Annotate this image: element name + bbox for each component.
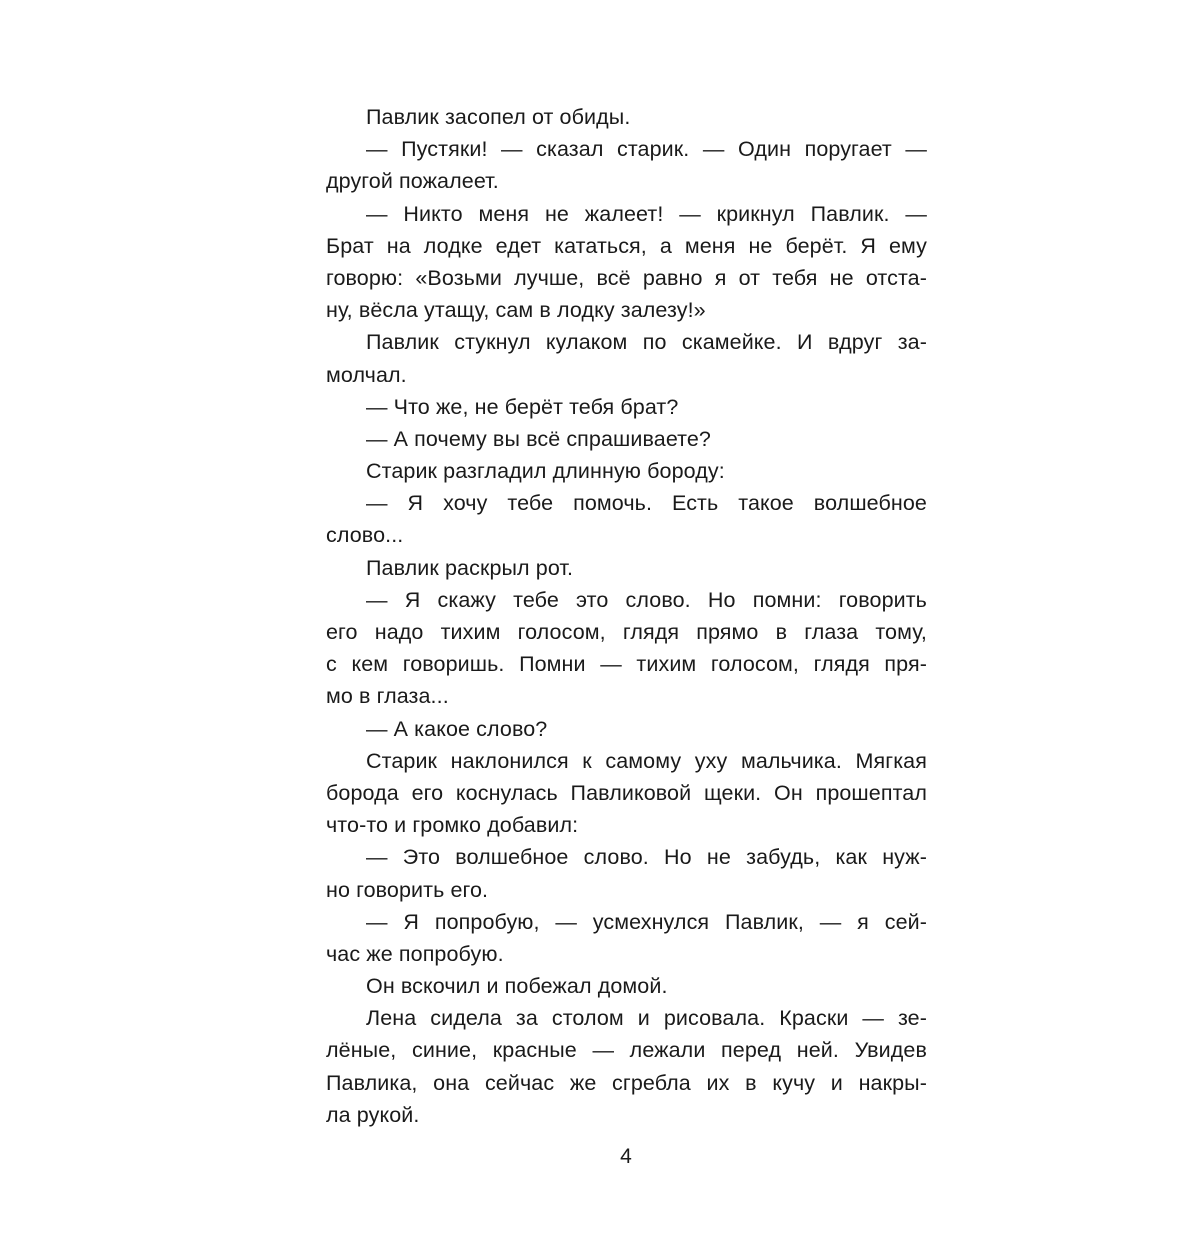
text-line: — Пустяки! — сказал старик. — Один поругает — [366, 137, 927, 162]
text-line: ну, вёсла утащу, сам в лодку залезу!» [326, 298, 706, 323]
text-line: — Это волшебное слово. Но не забудь, как нуж- [366, 845, 927, 870]
body-text [326, 101, 927, 1131]
text-line: Он вскочил и побежал домой. [366, 974, 668, 999]
text-line: но говорить его. [326, 877, 489, 902]
text-line: — Что же, не берёт тебя брат? [366, 394, 679, 419]
text-line: — Никто меня не жалеет! — крикнул Павлик. — [366, 201, 927, 226]
text-line: другой пожалеет. [326, 169, 499, 194]
text-line: Павлик засопел от обиды. [366, 105, 631, 129]
text-line: — Я попробую, — усмехнулся Павлик, — я сей- [366, 909, 927, 934]
text-line: его надо тихим голосом, глядя прямо в глаза тому, [326, 620, 927, 644]
text-line: говорю: «Возьми лучше, всё равно я от тебя не отста- [326, 265, 927, 290]
text-line: борода его коснулась Павликовой щеки. Он прошептал [326, 780, 927, 805]
text-line: Старик наклонился к самому уху мальчика. Мягкая [366, 748, 927, 773]
text-line: мо в глаза... [326, 684, 449, 709]
text-line: лёные, синие, красные — лежали перед ней. Увидев [326, 1038, 927, 1063]
text-line: час же попробую. [326, 941, 504, 966]
text-line: — Я скажу тебе это слово. Но помни: говорить [366, 587, 927, 612]
text-line: Павлик стукнул кулаком по скамейке. И вдруг за- [366, 330, 927, 355]
text-line: что-то и громко добавил: [326, 813, 579, 838]
text-line: Павлика, она сейчас же сгребла их в кучу и накры- [326, 1070, 927, 1095]
text-line: Старик разгладил длинную бороду: [366, 459, 725, 484]
text-line: Брат на лодке едет кататься, а меня не берёт. Я ему [326, 233, 927, 258]
text-line: слово... [326, 523, 404, 548]
text-line: — Я хочу тебе помочь. Есть такое волшебное [366, 491, 927, 516]
text-line: Лена сидела за столом и рисовала. Краски — зе- [366, 1006, 927, 1031]
page-number: 4 [620, 1145, 632, 1168]
text-line: — А какое слово? [366, 716, 548, 741]
text-line: — А почему вы всё спрашиваете? [366, 426, 711, 451]
text-line: ла рукой. [326, 1102, 420, 1127]
text-line: Павлик раскрыл рот. [366, 555, 574, 580]
text-line: с кем говоришь. Помни — тихим голосом, глядя пря- [326, 652, 927, 677]
text-line: молчал. [326, 362, 407, 387]
